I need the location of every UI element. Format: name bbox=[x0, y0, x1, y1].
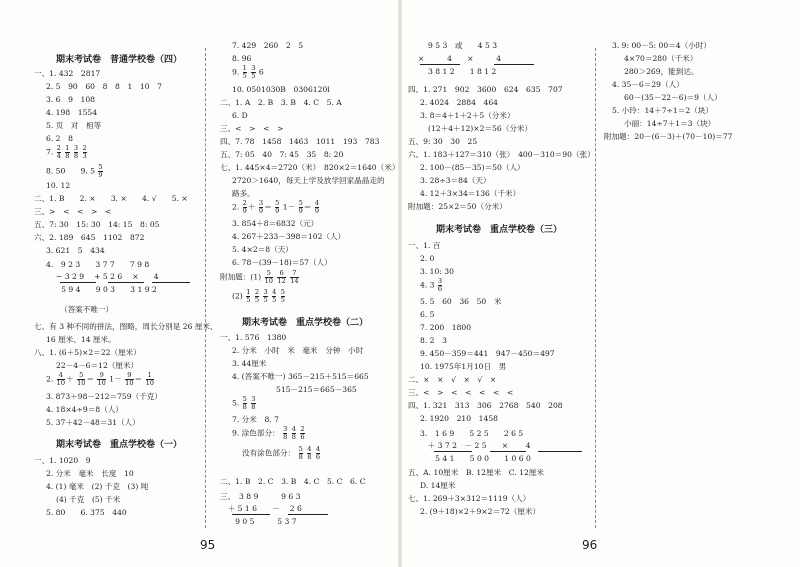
answer-line: 六、1. 183＋127＝310（张） 400－310＝90（张） bbox=[408, 150, 595, 159]
answer-line: 5. 小玲：14＋7÷1＝2（块） bbox=[612, 106, 713, 115]
answer-line: 五、A. 10厘米 B. 12厘米 C. 12厘米 bbox=[408, 468, 545, 477]
item-number: 2. bbox=[46, 374, 54, 384]
fraction: $\frac{4}{5}$ bbox=[272, 288, 277, 304]
answer-line: 2. 1920 210 1458 bbox=[420, 414, 498, 423]
fraction-answer-line bbox=[46, 145, 88, 160]
column-divider-left bbox=[205, 48, 206, 528]
fraction: $\frac{4}{8}$ bbox=[307, 445, 312, 461]
answer-line: 5. 80 6. 375 440 bbox=[46, 508, 127, 517]
calc-rule bbox=[108, 282, 144, 283]
answer-line: 3. 28÷3＝84（天） bbox=[420, 176, 491, 185]
answer-text: 1－ bbox=[109, 374, 122, 384]
fraction: $\frac{3}{5}$ bbox=[251, 64, 256, 80]
fraction-answer-line: 2. $\frac{2}{9}$ ＋ $\frac{3}{9}$ ＝ $\frac{5}{9}$ 1－ $\frac{5}{9}$ ＝ $\frac{4}{9}$ bbox=[232, 199, 320, 215]
calc-rule bbox=[60, 282, 96, 283]
answer-text: 4. 3 bbox=[420, 280, 435, 290]
answer-line: 6. 5 bbox=[420, 310, 435, 319]
answer-line: 4. 12＋3×34＝136（千米） bbox=[420, 189, 521, 198]
answer-line: D. 14厘米 bbox=[420, 481, 456, 490]
fraction: $\frac{5}{9}$ bbox=[98, 163, 103, 179]
answer-line: 2. 分米 毫米 长度 10 bbox=[46, 469, 134, 478]
book-spine bbox=[398, 0, 402, 567]
vertical-calculation: ＋ 3 7 2 － 2 5 × 4 bbox=[420, 441, 531, 450]
vertical-calculation: ＋ 5 1 6 － 2 6 bbox=[220, 504, 302, 513]
fraction-answer-line bbox=[232, 65, 264, 80]
fraction: $\frac{4}{8}$ bbox=[291, 425, 296, 441]
answer-line: 4. 35－6＝29（人） bbox=[612, 80, 684, 89]
answer-line: 2. 100－(85－35)＝50（人） bbox=[420, 163, 525, 172]
answer-line: 七、1. 269＋3×312＝1119（人） bbox=[408, 494, 531, 503]
vertical-calculation: 3 8 1 2 1 8 1 2 bbox=[418, 67, 497, 76]
fraction: $\frac{4}{6}$ bbox=[315, 445, 321, 461]
answer-line: 三、> < < > < bbox=[34, 207, 112, 216]
fraction: $\frac{5}{5}$ bbox=[280, 288, 285, 304]
section-title: 期末考试卷 重点学校卷（一） bbox=[56, 440, 183, 450]
answer-line: 5. 37＋42－48＝31（人） bbox=[46, 418, 140, 427]
fraction: $\frac{5}{10}$ bbox=[264, 269, 273, 285]
section-title: 期末考试卷 重点学校卷（二） bbox=[242, 318, 369, 328]
vertical-calculation: 4. 9 2 3 3 7 7 7 9 8 bbox=[46, 260, 165, 269]
answer-line: 五、7: 05 40 7: 45 35 8: 20 bbox=[220, 150, 344, 159]
answer-line: 二、× × √ × √ × bbox=[408, 375, 497, 384]
fraction: $\frac{5}{10}$ bbox=[77, 371, 86, 387]
answer-line: 附加题：20－(6－3)＋(70－10)＝77 bbox=[604, 132, 733, 141]
answer-line: 16 厘米、14 厘米。 bbox=[46, 335, 116, 344]
answer-line: 10. 12 bbox=[46, 181, 71, 190]
vertical-calculation: − 3 2 9 + 5 2 6 × 4 bbox=[46, 272, 159, 281]
calc-rule bbox=[288, 514, 328, 515]
vertical-calculation: 9 0 5 5 3 7 bbox=[220, 517, 297, 526]
item-number: 5. bbox=[232, 398, 240, 408]
fraction-answer-line bbox=[232, 289, 286, 304]
answer-line: (4) 千克 (5) 千米 bbox=[56, 495, 121, 504]
answer-line: 4×70＝280（千米） bbox=[624, 54, 698, 63]
answer-line: 9. 450－359＝441 947－450＝497 bbox=[420, 349, 555, 358]
fraction-answer-line bbox=[232, 396, 257, 411]
fraction: $\frac{9}{10}$ bbox=[125, 371, 134, 387]
answer-line: 10. 1975年1月10日 男 bbox=[420, 362, 507, 371]
answer-line: 二、1. A 2. B 3. B 4. C 5. A bbox=[220, 98, 342, 107]
answer-line: 一、1. 576 1380 bbox=[220, 333, 287, 342]
answer-line: 2. 5 90 60 8 8 1 10 7 bbox=[46, 82, 162, 91]
item-number: 7. bbox=[46, 147, 54, 157]
fraction: $\frac{9}{10}$ bbox=[97, 371, 106, 387]
calc-rule bbox=[152, 282, 190, 283]
answer-line: 2. 0 bbox=[420, 254, 435, 263]
answer-line: 附加题：25×2＝50（分米） bbox=[408, 202, 507, 211]
answer-line: 六、2. 189 645 1102 872 bbox=[34, 233, 145, 242]
fraction-answer-line bbox=[232, 426, 306, 441]
answer-line: 8. 2 3 bbox=[420, 336, 447, 345]
answer-line: 22－4－6＝12（厘米） bbox=[56, 361, 139, 370]
fraction: $\frac{2}{6}$ bbox=[300, 425, 305, 441]
vertical-calculation: 5 9 4 9 0 3 3 1 9 2 bbox=[46, 285, 157, 294]
vertical-calculation: 5 4 1 5 0 0 1 0 6 0 bbox=[420, 454, 531, 463]
answer-line: 2. 分米 小时 米 毫米 分钟 小时 bbox=[232, 346, 364, 355]
answer-text: 1－ bbox=[282, 202, 296, 212]
fraction: $\frac{1}{5}$ bbox=[246, 288, 251, 304]
answer-line: 8. 96 bbox=[232, 54, 252, 63]
answer-line: 4. 267＋233－398＝102（人） bbox=[232, 232, 346, 241]
calc-rule bbox=[420, 64, 460, 65]
fraction: $\frac{3}{5}$ bbox=[263, 288, 268, 304]
answer-text: 9. 涂色部分： bbox=[232, 428, 280, 438]
fraction: $\frac{4}{10}$ bbox=[56, 371, 66, 387]
fraction: $\frac{6}{12}$ bbox=[277, 269, 286, 285]
answer-line: 5. 4×2＝8（天） bbox=[232, 245, 293, 254]
fraction: $\frac{3}{9}$ bbox=[258, 199, 264, 215]
answer-line: 一、1. 百 bbox=[408, 241, 441, 250]
answer-line: 4. (答案不唯一) 365－215＋515＝665 bbox=[232, 372, 369, 381]
answer-line: 515－215＝665－365 bbox=[276, 385, 357, 394]
answer-line: 3. 9: 00－5: 00＝4（小时） bbox=[612, 41, 711, 50]
section-title: 期末考试卷 重点学校卷（三） bbox=[436, 225, 563, 235]
answer-line: 6. D bbox=[232, 111, 248, 120]
vertical-calculation: × 4 × 4 bbox=[418, 54, 502, 63]
answer-line: 2720＞1640，每天上学及放学回家晶晶走的 bbox=[232, 176, 385, 185]
answer-line: 5. 5 60 36 50 米 bbox=[420, 297, 502, 306]
fraction: $\frac{2}{4}$ bbox=[56, 144, 61, 160]
answer-line: 3. 44厘米 bbox=[232, 359, 267, 368]
answer-line: 3. 6 9 108 bbox=[46, 95, 96, 104]
answer-line: 280＞269，能到达。 bbox=[624, 67, 699, 76]
section-title: 期末考试卷 普通学校卷（四） bbox=[56, 55, 183, 65]
item-number: 附加题：(1) bbox=[220, 272, 262, 282]
vertical-calculation: 三、 3 8 9 9 6 3 bbox=[220, 492, 301, 501]
fraction: $\frac{3}{8}$ bbox=[283, 425, 288, 441]
page-number: 95 bbox=[200, 538, 216, 552]
answer-line: 7. 200 1800 bbox=[420, 323, 472, 332]
calc-rule bbox=[494, 64, 534, 65]
fraction: $\frac{5}{8}$ bbox=[298, 445, 303, 461]
fraction: $\frac{3}{8}$ bbox=[73, 144, 79, 160]
fraction: $\frac{2}{9}$ bbox=[242, 199, 247, 215]
answer-line: 一、1. 432 2817 bbox=[34, 69, 101, 78]
answer-line: 五、9: 30 30 25 bbox=[408, 137, 478, 146]
answer-line: 6. 2 8 bbox=[46, 134, 73, 143]
fraction-answer-line: 2. $\frac{4}{10}$ ＋ $\frac{5}{10}$ ＝ $\frac{9}{10}$ 1－ $\frac{9}{10}$ ＝ $\frac{1}{10}$ bbox=[46, 371, 154, 387]
answer-text: 8. 50 9. 5 bbox=[46, 166, 95, 176]
answer-line: 60－(35－22－6)＝9（人） bbox=[624, 93, 722, 102]
fraction: $\frac{7}{14}$ bbox=[290, 269, 299, 285]
answer-line: 八、1. (6＋5)×2＝22（厘米） bbox=[34, 348, 141, 357]
answer-line: 4. 198 1554 bbox=[46, 108, 98, 117]
answer-line: 三、< > < < < < < bbox=[408, 388, 514, 397]
calc-rule bbox=[434, 451, 472, 452]
answer-line: 四、1. 321 313 306 2768 540 208 bbox=[408, 401, 563, 410]
answer-line: 2. 4024 2884 464 bbox=[420, 98, 498, 107]
column-divider-right bbox=[595, 48, 596, 528]
fraction: $\frac{2}{3}$ bbox=[82, 144, 87, 160]
answer-line: 4. 18×4÷9＝8（人） bbox=[46, 405, 123, 414]
fraction-answer-line bbox=[420, 278, 443, 293]
answer-line: 6. 78－(39－18)＝57（人） bbox=[232, 258, 332, 267]
answer-line: 10. 0501030B 0306120l bbox=[232, 85, 330, 94]
answer-line: 三、< > < > bbox=[220, 124, 284, 133]
answer-line: 7. 429 260 2 5 bbox=[232, 41, 304, 50]
calc-rule bbox=[538, 451, 582, 452]
calc-rule bbox=[490, 451, 526, 452]
item-number: (2) bbox=[232, 291, 243, 301]
answer-line: 五、7: 30 15: 30 14: 15 8: 05 bbox=[34, 220, 160, 229]
page-number: 96 bbox=[582, 538, 598, 552]
fraction: $\frac{1}{10}$ bbox=[145, 371, 154, 387]
answer-line: 4. (1) 毫米 (2) 千克 (3) 吨 bbox=[46, 482, 149, 491]
fraction: $\frac{5}{9}$ bbox=[298, 199, 303, 215]
answer-line: 3. 854＋8＝6832（元） bbox=[232, 219, 319, 228]
answer-line: 二、1. B 2. × 3. × 4. √ 5. × bbox=[34, 194, 188, 203]
fraction-answer-line bbox=[242, 446, 321, 461]
answer-line: (12＋4＋12)×2＝56（分米） bbox=[428, 124, 533, 133]
item-number: 2. bbox=[232, 202, 240, 212]
fraction: $\frac{5}{8}$ bbox=[242, 395, 247, 411]
answer-text: 6 bbox=[258, 67, 264, 77]
answer-line: 一、1. 1020 9 bbox=[34, 456, 91, 465]
answer-line: 5. 页 对 相等 bbox=[46, 121, 102, 130]
answer-text: 没有涂色部分： bbox=[242, 448, 296, 458]
fraction: $\frac{4}{9}$ bbox=[314, 199, 320, 215]
answer-line: 7. 分米 8. 7 bbox=[232, 415, 279, 424]
answer-line: 七、1. 445×4＝2720（米） 820×2＝1640（米） bbox=[220, 163, 400, 172]
answer-line: 3. 10: 30 bbox=[420, 267, 454, 276]
fraction: $\frac{3}{6}$ bbox=[437, 277, 443, 293]
answer-line: 二、1. B 2. C 3. B 4. C 5. C 6. C bbox=[220, 477, 366, 486]
fraction: $\frac{3}{8}$ bbox=[251, 395, 256, 411]
fraction: $\frac{2}{5}$ bbox=[254, 288, 260, 304]
calc-rule bbox=[232, 514, 270, 515]
answer-line: 四、1. 271 902 3600 624 635 707 bbox=[408, 85, 563, 94]
answer-line: 2. (9＋18)×2＋9×2＝72（厘米） bbox=[420, 507, 541, 516]
answer-line: 3. 621 5 434 bbox=[46, 246, 105, 255]
answer-line: 3. 873＋98－212＝759（千克） bbox=[46, 392, 162, 401]
vertical-calculation: 3. 1 6 9 5 2 5 2 6 5 bbox=[420, 429, 524, 438]
answer-line: 路多。 bbox=[232, 189, 255, 198]
note-text: （答案不唯一） bbox=[60, 305, 114, 314]
item-number: 9. bbox=[232, 67, 240, 77]
fraction: $\frac{5}{9}$ bbox=[275, 199, 280, 215]
vertical-calculation: 9 5 3 或 4 5 3 bbox=[418, 41, 498, 50]
answer-line: 3. 8＝4＋1＋2＋5（分米） bbox=[420, 111, 515, 120]
answer-line: 四、7. 78 1458 1463 1011 193 783 bbox=[220, 137, 380, 146]
answer-line: 七、有 3 种不同的拼法，图略，周长分别是 26 厘米、 bbox=[34, 322, 218, 331]
fraction-answer-line bbox=[46, 164, 104, 179]
answer-line: 小丽：14÷7＋1＝3（块） bbox=[624, 119, 716, 128]
fraction: $\frac{1}{8}$ bbox=[65, 144, 70, 160]
fraction-answer-line bbox=[220, 270, 300, 285]
fraction: $\frac{1}{5}$ bbox=[242, 64, 247, 80]
